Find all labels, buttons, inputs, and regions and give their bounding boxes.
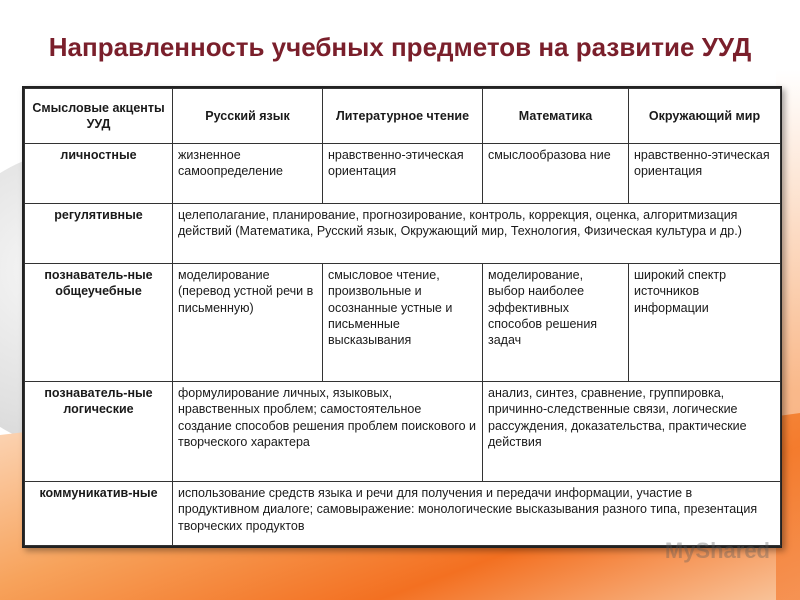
cell-cognitive-general-literature: смысловое чтение, произвольные и осознанные устные и письменные высказывания <box>323 264 483 382</box>
cell-cognitive-general-russian: моделирование (перевод устной речи в письменную) <box>173 264 323 382</box>
table-row <box>25 382 781 482</box>
cell-personal-math: смыслообразова ние <box>483 144 629 204</box>
header-russian: Русский язык <box>173 89 323 144</box>
cell-personal-russian: жизненное самоопределение <box>173 144 323 204</box>
table-row <box>25 144 781 204</box>
header-literature: Литературное чтение <box>323 89 483 144</box>
header-world: Окружающий мир <box>629 89 781 144</box>
cell-communicative: использование средств языка и речи для получения и передачи информации, участие в продуктивном диалоге; самовыражение: монологические высказывания разного типа, презентация творческих продуктов <box>173 482 781 546</box>
table-row <box>25 482 781 546</box>
row-label-cognitive-general: познаватель-ные общеучебные <box>25 264 173 382</box>
row-label-personal: личностные <box>25 144 173 204</box>
cell-personal-world: нравственно-этическая ориентация <box>629 144 781 204</box>
uud-table-container <box>22 86 782 548</box>
cell-personal-literature: нравственно-этическая ориентация <box>323 144 483 204</box>
table-row <box>25 204 781 264</box>
row-label-regulatory: регулятивные <box>25 204 173 264</box>
myshared-watermark: MyShared <box>664 538 770 563</box>
cell-cognitive-general-math: моделирование, выбор наиболее эффективных способов решения задач <box>483 264 629 382</box>
cell-regulatory: целеполагание, планирование, прогнозирование, контроль, коррекция, оценка, алгоритмизация действий (Математика, Русский язык, Окружающий мир, Технология, Физическая культура и др.) <box>173 204 781 264</box>
slide-title: Направленность учебных предметов на развитие УУД <box>48 32 752 62</box>
row-label-communicative: коммуникатив-ные <box>25 482 173 546</box>
table-header-row <box>25 89 781 144</box>
row-label-cognitive-logical: познаватель-ные логические <box>25 382 173 482</box>
uud-table <box>24 88 781 546</box>
cell-cognitive-general-world: широкий спектр источников информации <box>629 264 781 382</box>
table-row <box>25 264 781 382</box>
cell-cognitive-logical-left: формулирование личных, языковых, нравственных проблем; самостоятельное создание способов решения проблем поискового и творческого характера <box>173 382 483 482</box>
header-math: Математика <box>483 89 629 144</box>
cell-cognitive-logical-right: анализ, синтез, сравнение, группировка, причинно-следственные связи, логические рассуждения, доказательства, практические действия <box>483 382 781 482</box>
header-accents: Смысловые акценты УУД <box>25 89 173 144</box>
